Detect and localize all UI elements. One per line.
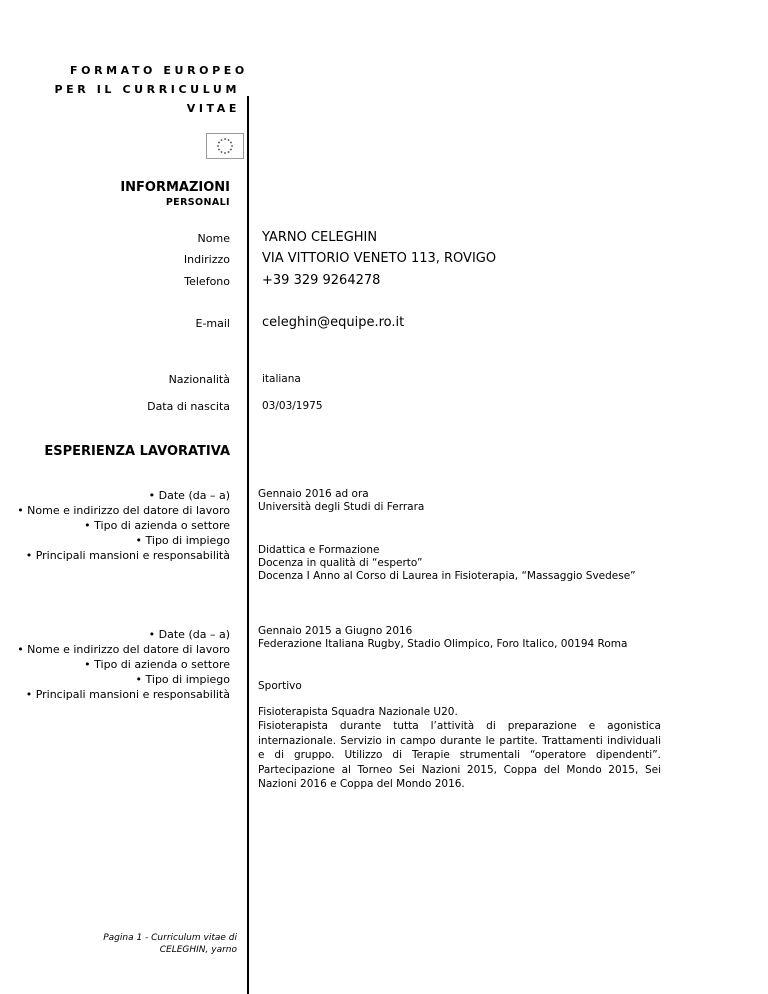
job-2-sector: Sportivo (258, 680, 302, 692)
label-indirizzo: Indirizzo (183, 253, 230, 266)
job-labels (0, 627, 230, 702)
job-2-type: Fisioterapista Squadra Nazionale U20. (258, 706, 458, 718)
job-2-employer: Federazione Italiana Rugby, Stadio Olimpico, Foro Italico, 00194 Roma (258, 638, 628, 650)
job-labels (0, 488, 230, 563)
header-line-3: VITAE (186, 102, 240, 115)
section-personal-info (120, 180, 230, 208)
page-footer (103, 932, 237, 956)
value-indirizzo: VIA VITTORIO VENETO 113, ROVIGO (262, 251, 497, 266)
job-1-date: Gennaio 2016 ad ora (258, 488, 369, 500)
section-experience (44, 444, 230, 459)
label-sector: • Tipo di azienda o settore (84, 658, 230, 671)
label-duties: • Principali mansioni e responsabilità (25, 688, 230, 701)
label-telefono: Telefono (184, 275, 230, 288)
label-nome: Nome (197, 232, 230, 245)
section-title: ESPERIENZA LAVORATIVA (44, 444, 230, 459)
value-nome: YARNO CELEGHIN (262, 230, 378, 245)
value-data-nascita: 03/03/1975 (262, 400, 323, 412)
job-1-employer: Università degli Studi di Ferrara (258, 501, 425, 513)
label-employer: • Nome e indirizzo del datore di lavoro (17, 643, 230, 656)
footer-line2: CELEGHIN, yarno (159, 945, 237, 955)
job-1-block1 (258, 488, 424, 514)
job-1-type: Docenza in qualità di “esperto” (258, 557, 423, 569)
footer-line1: Pagina 1 - Curriculum vitae di (103, 933, 237, 943)
job-1-block2 (258, 544, 636, 583)
label-nazionalita: Nazionalità (168, 373, 230, 386)
header-line-2: PER IL CURRICULUM (54, 83, 240, 96)
label-date: • Date (da – a) (148, 489, 230, 502)
vertical-divider (247, 96, 249, 994)
section-title-line1: INFORMAZIONI (120, 180, 230, 195)
label-date: • Date (da – a) (148, 628, 230, 641)
job-1-sector: Didattica e Formazione (258, 544, 380, 556)
job-2-duties: Fisioterapista durante tutta l’attività di preparazione e agonistica internazionale. Servizio in campo durante le partite. Trattamenti individuali e di gruppo. Utilizzo di Terapie strumentali “operatore dipendenti”. Partecipazione al Torneo Sei Nazioni 2015, Coppa del Mondo 2015, Sei Nazioni 2016 e Coppa del Mondo 2016. (258, 720, 661, 790)
header-line-1: FORMATO EUROPEO (70, 64, 248, 77)
label-data-nascita: Data di nascita (147, 400, 230, 413)
label-duties: • Principali mansioni e responsabilità (25, 549, 230, 562)
label-sector: • Tipo di azienda o settore (84, 519, 230, 532)
label-type: • Tipo di impiego (135, 673, 230, 686)
job-2-block1 (258, 625, 627, 651)
value-nazionalita: italiana (262, 373, 301, 385)
label-employer: • Nome e indirizzo del datore di lavoro (17, 504, 230, 517)
label-email: E-mail (195, 317, 230, 330)
value-telefono: +39 329 9264278 (262, 273, 381, 288)
job-1-duties: Docenza I Anno al Corso di Laurea in Fisioterapia, “Massaggio Svedese” (258, 570, 636, 582)
value-email: celeghin@equipe.ro.it (262, 315, 405, 330)
label-type: • Tipo di impiego (135, 534, 230, 547)
eu-flag-icon (206, 133, 244, 159)
job-2-date: Gennaio 2015 a Giugno 2016 (258, 625, 413, 637)
section-title-line2: PERSONALI (165, 197, 230, 208)
